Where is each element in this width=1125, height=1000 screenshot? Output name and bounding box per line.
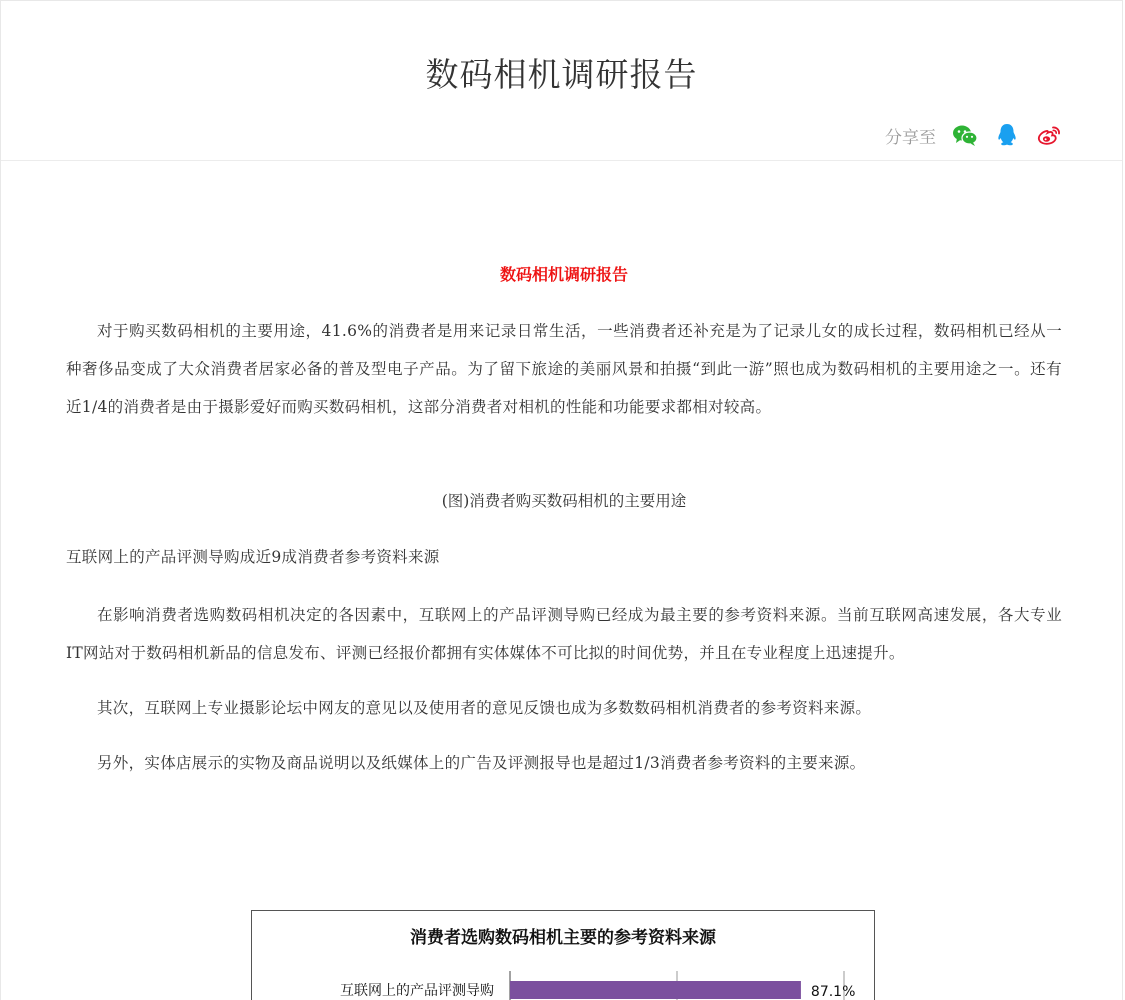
page-header <box>1 1 1122 161</box>
article-heading: 数码相机调研报告 <box>499 265 628 284</box>
article-body <box>66 161 1062 1000</box>
chart-title: 消费者选购数码相机主要的参考资料来源 <box>410 928 716 948</box>
figure-caption: (图)消费者购买数码相机的主要用途 <box>441 492 687 510</box>
weibo-icon[interactable] <box>1036 122 1062 148</box>
chart-category-label: 互联网上的产品评测导购 <box>340 983 494 999</box>
wechat-icon[interactable] <box>952 122 978 148</box>
chart-plot <box>252 911 874 1000</box>
qq-icon[interactable] <box>994 122 1020 148</box>
page-title: 数码相机调研报告 <box>425 55 698 94</box>
paragraph-internet-reviews: 在影响消费者选购数码相机决定的各因素中，互联网上的产品评测导购已经成为最主要的参考资料来源。当前互联网高速发展，各大专业IT网站对于数码相机新品的信息发布、评测已经报价都拥有实体媒体不可比拟的时间优势，并且在专业程度上迅速提升。 <box>66 606 1062 662</box>
paragraph-forums: 其次，互联网上专业摄影论坛中网友的意见以及使用者的意见反馈也成为多数数码相机消费者的参考资料来源。 <box>97 699 872 717</box>
share-bar <box>885 122 1062 148</box>
share-label: 分享至 <box>885 127 936 148</box>
chart-value-label: 87.1% <box>810 984 856 1000</box>
section-subheading: 互联网上的产品评测导购成近9成消费者参考资料来源 <box>66 548 440 566</box>
paragraph-stores-print: 另外，实体店展示的实物及商品说明以及纸媒体上的广告及评测报导也是超过1/3消费者参考资料的主要来源。 <box>97 754 866 772</box>
chart-figure <box>251 910 875 1000</box>
paragraph-usage: 对于购买数码相机的主要用途，41.6%的消费者是用来记录日常生活，一些消费者还补充是为了记录儿女的成长过程，数码相机已经从一种奢侈品变成了大众消费者居家必备的普及型电子产品。为了留下旅途的美丽风景和拍摄“到此一游”照也成为数码相机的主要用途之一。还有近1/4的消费者是由于摄影爱好而购买数码相机，这部分消费者对相机的性能和功能要求都相对较高。 <box>66 322 1062 416</box>
chart-bar <box>510 981 801 999</box>
